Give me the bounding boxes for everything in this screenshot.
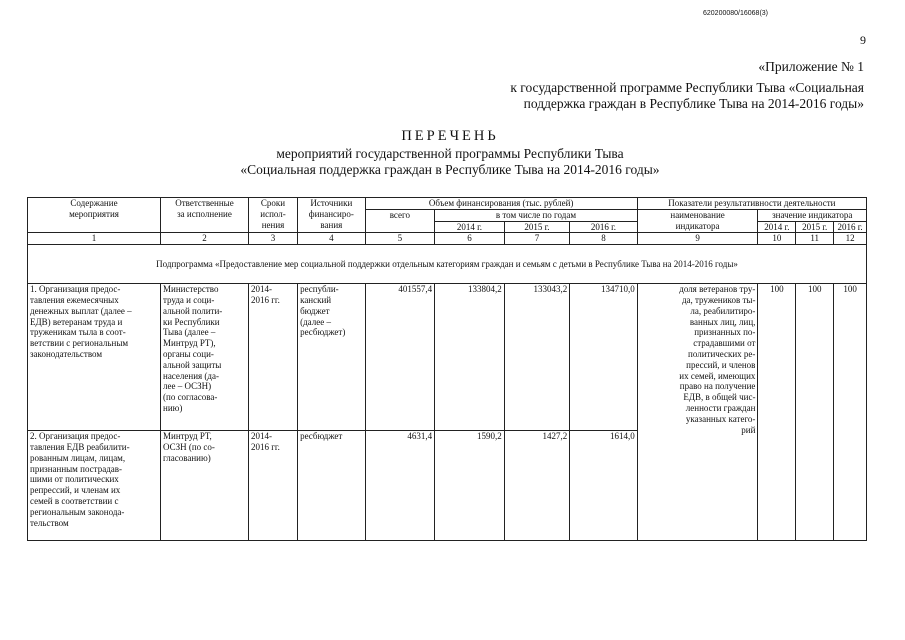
document-subtitle-2: «Социальная поддержка граждан в Республике Тыва на 2014-2016 годы» [240,162,660,177]
column-number: 8 [570,233,638,245]
column-number: 11 [796,233,834,245]
column-number: 7 [504,233,569,245]
header-year-2015: 2015 г. [504,221,569,233]
row1-2016: 134710,0 [570,284,638,431]
row2-sources: ресбюджет [298,431,366,541]
row1-sources: республи- канский бюджет (далее – ресбюджет) [298,284,366,431]
subprogram-title: Подпрограмма «Предоставление мер социальной поддержки отдельным категориям граждан и семьям с детьми в Республике Тыва на 2014-2016 годы» [28,245,867,284]
appendix-line-3: поддержка граждан в Республике Тыва на 2014-2016 годы» [523,96,864,111]
page-number: 9 [860,33,866,47]
indicator-name: доля ветеранов тру- да, тружеников ты- ла, реабилитиро- ванных лиц, лиц, признанных по- страдавшими от политических ре- прессий, и членов их семей, имеющих право на получение ЕДВ, в общей чис- ленности граждан указанных катего- рий [637,284,758,541]
column-number: 10 [758,233,796,245]
indicator-2014: 100 [758,284,796,541]
row2-2014: 1590,2 [435,431,505,541]
header-total: всего [365,209,435,233]
header-terms: Сроки испол- нения [248,198,297,233]
header-ind-year-2016: 2016 г. [834,221,867,233]
measures-table [27,197,867,541]
document-id: 620200080/16068(3) [703,10,769,17]
header-year-2016: 2016 г. [570,221,638,233]
appendix-line-1: «Приложение № 1 [758,59,864,74]
header-responsible: Ответственные за исполнение [161,198,249,233]
header-year-2014: 2014 г. [435,221,505,233]
row2-terms: 2014- 2016 гг. [248,431,297,541]
indicator-2016: 100 [834,284,867,541]
header-funding: Объем финансирования (тыс. рублей) [365,198,637,210]
row2-content: 2. Организация предос- тавления ЕДВ реабилити- рованным лицам, лицам, признанным пострадав- шими от политических репрессий, и членам их семей в соответствии с региональным законода- тельством [28,431,161,541]
column-number: 2 [161,233,249,245]
appendix-line-2: к государственной программе Республики Тыва «Социальная [510,80,864,95]
row2-total: 4631,4 [365,431,435,541]
row2-2015: 1427,2 [504,431,569,541]
column-number: 4 [298,233,366,245]
header-by-years: в том числе по годам [435,209,638,221]
header-indicators: Показатели результативности деятельности [637,198,866,210]
row1-terms: 2014- 2016 гг. [248,284,297,431]
column-number: 6 [435,233,505,245]
row1-responsible: Министерство труда и соци- альной полити- ки Республики Тыва (далее – Минтруд РТ), органы соци- альной защиты населения (да- лее – ОСЗН) (по согласова- нию) [161,284,249,431]
table-row [28,284,867,431]
header-indicator-name: наименование индикатора [637,209,758,233]
row1-2014: 133804,2 [435,284,505,431]
row1-total: 401557,4 [365,284,435,431]
row1-2015: 133043,2 [504,284,569,431]
document-subtitle-1: мероприятий государственной программы Республики Тыва [276,146,624,161]
column-number: 12 [834,233,867,245]
header-ind-year-2014: 2014 г. [758,221,796,233]
indicator-2015: 100 [796,284,834,541]
row2-responsible: Минтруд РТ, ОСЗН (по со- гласованию) [161,431,249,541]
header-indicator-value: значение индикатора [758,209,867,221]
header-ind-year-2015: 2015 г. [796,221,834,233]
row1-content: 1. Организация предос- тавления ежемесячных денежных выплат (далее – ЕДВ) ветеранам труда и труженикам тыла в соот- ветствии с региональным законодательством [28,284,161,431]
header-sources: Источники финансиро- вания [298,198,366,233]
document-title: ПЕРЕЧЕНЬ [401,128,499,144]
column-number: 3 [248,233,297,245]
header-content: Содержание мероприятия [28,198,161,233]
column-number: 5 [365,233,435,245]
row2-2016: 1614,0 [570,431,638,541]
column-number: 1 [28,233,161,245]
column-number: 9 [637,233,758,245]
